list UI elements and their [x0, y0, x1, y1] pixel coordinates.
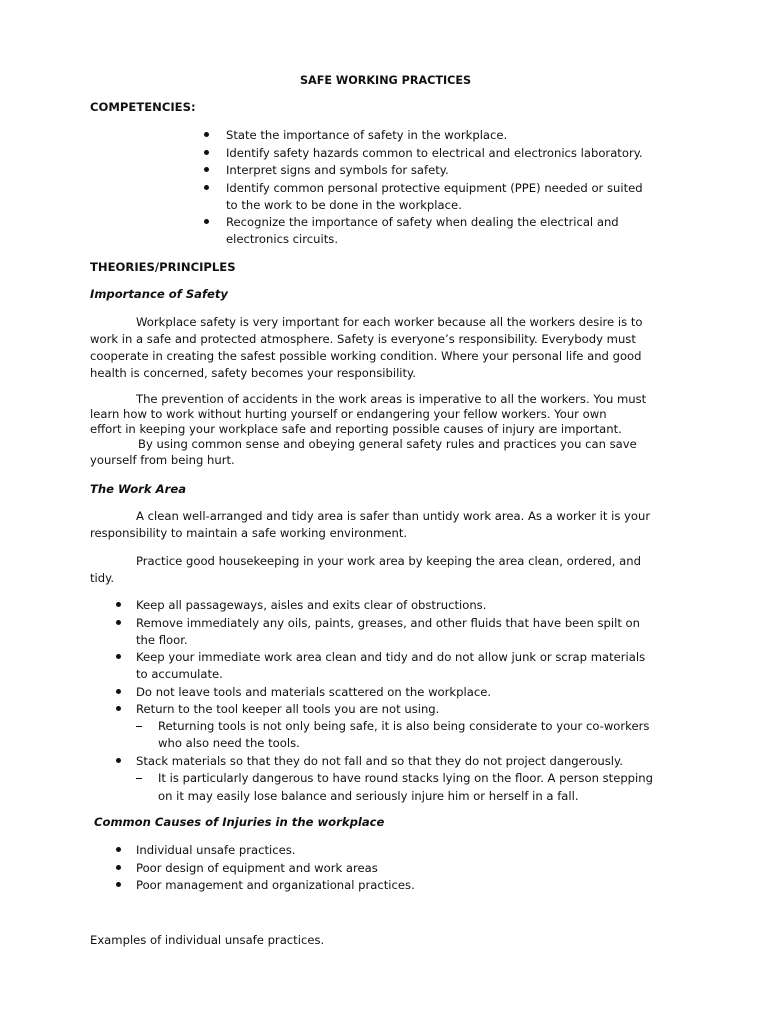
causes-heading: Common Causes of Injuries in the workplace: [94, 815, 385, 829]
paragraph-line: learn how to work without hurting yourself or endangering your fellow workers. Your own: [90, 407, 607, 421]
housekeeping-subitem-continued: who also need the tools.: [158, 736, 300, 750]
bullet-icon: [116, 758, 121, 763]
competency-item: Recognize the importance of safety when dealing the electrical and: [226, 215, 619, 229]
bullet-icon: [116, 882, 121, 887]
cause-item: Poor management and organizational practices.: [136, 878, 415, 892]
dash-icon: [136, 778, 142, 779]
page-title: SAFE WORKING PRACTICES: [300, 74, 472, 87]
housekeeping-item: Keep all passageways, aisles and exits clear of obstructions.: [136, 598, 487, 612]
paragraph-line: A clean well-arranged and tidy area is safer than untidy work area. As a worker it is your: [136, 509, 651, 523]
housekeeping-item: Keep your immediate work area clean and tidy and do not allow junk or scrap materials: [136, 650, 646, 664]
theories-heading: THEORIES/PRINCIPLES: [90, 260, 236, 274]
paragraph-line: Workplace safety is very important for each worker because all the workers desire is to: [136, 315, 643, 329]
importance-heading: Importance of Safety: [90, 287, 228, 301]
paragraph-line: responsibility to maintain a safe working environment.: [90, 526, 408, 540]
competency-item: Identify safety hazards common to electrical and electronics laboratory.: [226, 146, 643, 160]
examples-line: Examples of individual unsafe practices.: [90, 933, 325, 947]
housekeeping-subitem-continued: on it may easily lose balance and seriously injure him or herself in a fall.: [158, 789, 579, 803]
bullet-icon: [116, 689, 121, 694]
housekeeping-item: Stack materials so that they do not fall and so that they do not project dangerously.: [136, 754, 623, 768]
bullet-icon: [204, 132, 209, 137]
bullet-icon: [116, 865, 121, 870]
paragraph-line: By using common sense and obeying general safety rules and practices you can save: [138, 437, 637, 451]
competency-item: Identify common personal protective equipment (PPE) needed or suited: [226, 181, 643, 195]
bullet-icon: [116, 620, 121, 625]
bullet-icon: [116, 654, 121, 659]
competencies-heading: COMPETENCIES:: [90, 100, 196, 114]
cause-item: Poor design of equipment and work areas: [136, 861, 378, 875]
bullet-icon: [116, 847, 121, 852]
competency-item-continued: electronics circuits.: [226, 232, 339, 246]
bullet-icon: [204, 219, 209, 224]
paragraph-line: cooperate in creating the safest possible working condition. Where your personal life and good: [90, 349, 642, 363]
paragraph-line: tidy.: [90, 571, 115, 585]
paragraph-line: Practice good housekeeping in your work area by keeping the area clean, ordered, and: [136, 554, 641, 568]
paragraph-line: work in a safe and protected atmosphere. Safety is everyone’s responsibility. Everybody must: [90, 332, 636, 346]
work-area-heading: The Work Area: [90, 482, 187, 496]
housekeeping-item: Remove immediately any oils, paints, greases, and other fluids that have been spilt on: [136, 616, 640, 630]
paragraph-line: The prevention of accidents in the work areas is imperative to all the workers. You must: [136, 392, 647, 406]
housekeeping-item: Return to the tool keeper all tools you are not using.: [136, 702, 440, 716]
dash-icon: [136, 726, 142, 727]
bullet-icon: [204, 185, 209, 190]
competency-item: Interpret signs and symbols for safety.: [226, 163, 449, 177]
bullet-icon: [204, 167, 209, 172]
housekeeping-subitem: It is particularly dangerous to have round stacks lying on the floor. A person stepping: [158, 771, 653, 785]
housekeeping-item: Do not leave tools and materials scattered on the workplace.: [136, 685, 492, 699]
bullet-icon: [116, 706, 121, 711]
bullet-icon: [116, 602, 121, 607]
paragraph-line: effort in keeping your workplace safe and reporting possible causes of injury are important.: [90, 422, 622, 436]
competency-item-continued: to the work to be done in the workplace.: [226, 198, 462, 212]
competency-item: State the importance of safety in the workplace.: [226, 128, 508, 142]
cause-item: Individual unsafe practices.: [136, 843, 296, 857]
housekeeping-item-continued: to accumulate.: [136, 667, 223, 681]
housekeeping-subitem: Returning tools is not only being safe, it is also being considerate to your co-workers: [158, 719, 650, 733]
bullet-icon: [204, 150, 209, 155]
paragraph-line: health is concerned, safety becomes your responsibility.: [90, 366, 416, 380]
housekeeping-item-continued: the floor.: [136, 633, 188, 647]
paragraph-line: yourself from being hurt.: [90, 453, 235, 467]
